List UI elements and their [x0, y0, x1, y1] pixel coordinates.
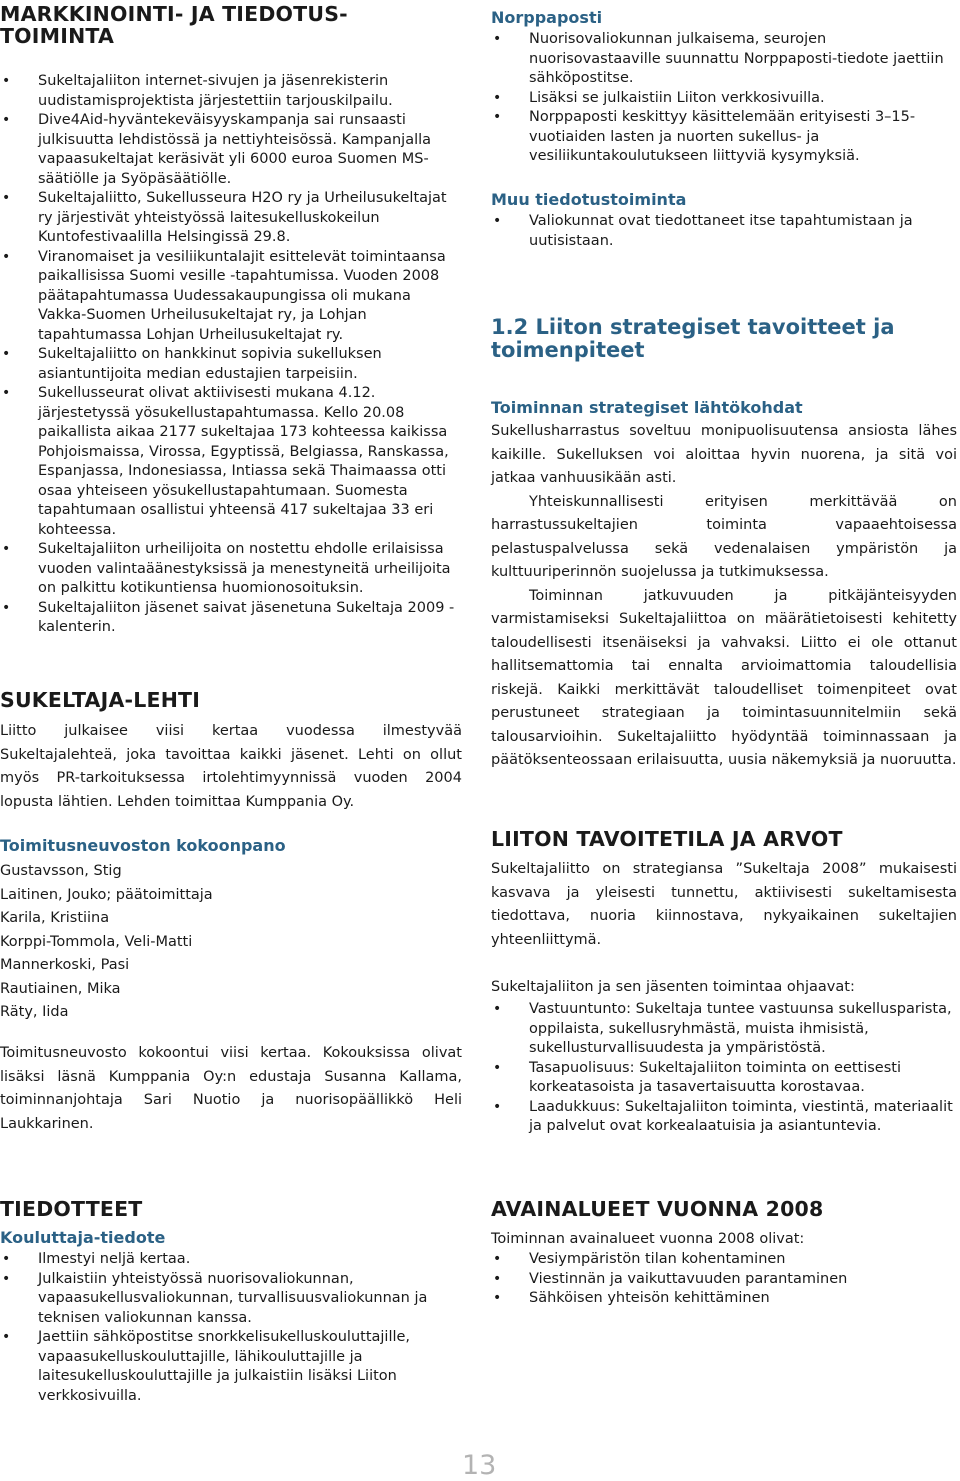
list-item: • Sukeltajaliiton jäsenet saivat jäsenetuna Sukeltaja 2009 -kalenterin.	[0, 599, 462, 638]
avainalueet-heading: AVAINALUEET VUONNA 2008	[491, 1197, 824, 1221]
muu-heading: Muu tiedotustoiminta	[491, 190, 687, 209]
list-item: • Jaettiin sähköpostitse snorkkelisukelluskouluttajille, vapaasukelluskouluttajille, lähikouluttajille ja laitesukelluskouluttajille ja julkaistiin lisäksi Liiton verkkosivuilla.	[0, 1328, 462, 1406]
avainalueet-intro: Toiminnan avainalueet vuonna 2008 olivat:	[491, 1231, 805, 1247]
list-item: • Sukellusseurat olivat aktiivisesti mukana 4.12. järjestetyssä yösukellustapahtumassa. Kello 20.08 paikallista aikaa 2177 sukeltajaa 173 kohteessa kaikissa Pohjoismaissa, Virossa, Egyptissä, Belgiassa, Ranskassa, Espanjassa, Indonesiassa, Intiassa sekä Thaimaassa otti osaa yhteiseen yösukellustapahtumaan. Suomesta tapahtumaan osallistui yhteensä 417 sukeltajaa 33 eri kohteessa.	[0, 384, 462, 540]
list-item: • Dive4Aid-hyväntekeväisyyskampanja sai runsaasti julkisuutta lehdistössä ja nettiyhteisössä. Kampanjalla vapaasukeltajat keräsivät yli 6000 euroa Suomen MS-säätiölle ja Syöpäsäätiölle.	[0, 111, 462, 189]
list-item: • Vastuuntunto: Sukeltaja tuntee vastuunsa sukellusparista, oppilaista, sukellusryhmästä, muista ihmisistä, sukellusturvallisuudesta ja ympäristöstä.	[491, 1000, 957, 1059]
list-item: • Sukeltajaliiton internet-sivujen ja jäsenrekisterin uudistamisprojektista järjestettiin tarjouskilpailu.	[0, 72, 462, 111]
values-list	[491, 1000, 957, 1137]
board-member: Karila, Kristiina	[0, 910, 110, 926]
list-item: • Sukeltajaliitto on hankkinut sopivia sukelluksen asiantuntijoita median edustajien tarpeisiin.	[0, 345, 462, 384]
page-number: 13	[462, 1450, 497, 1481]
paragraph: Sukellusharrastus soveltuu monipuolisuutensa ansiosta lähes kaikille. Sukelluksen voi aloittaa hyvin nuorena, ja sitä voi jatkaa vanhuusikään asti.	[491, 423, 957, 486]
list-item: • Valiokunnat ovat tiedottaneet itse tapahtumistaan ja uutisistaan.	[491, 212, 957, 251]
marketing-list	[0, 72, 462, 638]
list-item: • Tasapuolisuus: Sukeltajaliiton toiminta on eettisesti korkeatasoista ja tasavertaisuutta korostavaa.	[491, 1059, 957, 1098]
paragraph: Toiminnan jatkuvuuden ja pitkäjänteisyyden varmistamiseksi Sukeltajaliittoa on määrätietoisesti kehitetty taloudellisesti itsenäiseksi ja vahvaksi. Liitto ei ole ottanut hallitsemattomia tai ennalta arvioimattomia taloudellisia riskejä. Kaikki merkittävät taloudelliset toimenpiteet ovat perustuneet strategiaan ja toimintasuunnitelmiin sekä talousarvioihin. Sukeltajaliitto hyödyntää toiminnassaan ja päätöksenteossaan erilaisuutta, uusia näkemyksiä ja nuoruutta.	[491, 587, 957, 768]
board-member: Mannerkoski, Pasi	[0, 957, 130, 973]
list-item: • Julkaistiin yhteistyössä nuorisovaliokunnan, vapaasukellusvaliokunnan, turvallisuusvaliokunnan ja teknisen valiokunnan kanssa.	[0, 1270, 462, 1329]
list-item: • Nuorisovaliokunnan julkaisema, seurojen nuorisovastaaville suunnattu Norppaposti-tiedote jaettiin sähköpostitse.	[491, 30, 957, 89]
list-item: • Viestinnän ja vaikuttavuuden parantaminen	[491, 1270, 957, 1290]
list-item: • Norppaposti keskittyy käsittelemään erityisesti 3–15-vuotiaiden lasten ja nuorten sukellus- ja vesiliikuntakoulutukseen liittyviä kysymyksiä.	[491, 108, 957, 167]
board-heading: Toimitusneuvoston kokoonpano	[0, 836, 286, 855]
list-item: • Sähköisen yhteisön kehittäminen	[491, 1289, 957, 1309]
board-member: Laitinen, Jouko; päätoimittaja	[0, 886, 213, 903]
lehti-heading: SUKELTAJA-LEHTI	[0, 688, 201, 712]
paragraph: Yhteiskunnallisesti erityisen merkittävää on harrastussukeltajien toiminta vapaaehtoisessa pelastuspalvelussa sekä vedenalaisen ympäristön ja kulttuuriperinnön suojelussa ja tutkimuksessa.	[491, 493, 957, 580]
lehti-paragraph: Liitto julkaisee viisi kertaa vuodessa ilmestyvää Sukeltajalehteä, joka tavoittaa kaikki jäsenet. Lehti on ollut myös PR-tarkoituksessa irtolehtimyynnissä vuoden 2004 lopusta lähtien. Lehden toimittaa Kumppania Oy.	[0, 723, 462, 810]
norppa-heading: Norppaposti	[491, 8, 603, 27]
lahtokohdat-body	[491, 420, 957, 773]
kouluttaja-list	[0, 1250, 462, 1406]
tavoitetila-paragraph: Sukeltajaliitto on strategiansa ”Sukeltaja 2008” mukaisesti kasvava ja yleisesti tunnettu, aktiivisesti sukeltamisesta tiedottava, nuoria kiinnostava, nykyaikainen sukeltajien yhteenliittymä.	[491, 861, 957, 948]
list-item: • Vesiympäristön tilan kohentaminen	[491, 1250, 957, 1270]
board-member: Räty, Iida	[0, 1004, 69, 1020]
board-member: Gustavsson, Stig	[0, 863, 122, 879]
list-item: • Lisäksi se julkaistiin Liiton verkkosivuilla.	[491, 89, 957, 109]
list-item: • Laadukkuus: Sukeltajaliiton toiminta, viestintä, materiaalit ja palvelut ovat korkealaatuisia ja asiantuntevia.	[491, 1098, 957, 1137]
list-item: • Sukeltajaliitto, Sukellusseura H2O ry ja Urheilusukeltajat ry järjestivät yhteistyössä laitesukelluskokeilun Kuntofestivaalilla Helsingissä 29.8.	[0, 189, 462, 248]
norppa-list	[491, 30, 957, 167]
tiedotteet-heading: TIEDOTTEET	[0, 1197, 143, 1221]
marketing-heading: MARKKINOINTI- JA TIEDOTUS-TOIMINTA	[0, 2, 348, 48]
list-item: • Viranomaiset ja vesiliikuntalajit esittelevät toimintaansa paikallisissa Suomi vesille -tapahtumissa. Vuoden 2008 päätapahtumassa Uudessakaupungissa oli mukana Vakka-Suomen Urheilusukeltajat ry, ja Lohjan tapahtumassa Lohjan Urheilusukeltajat ry.	[0, 248, 462, 346]
board-paragraph: Toimitusneuvosto kokoontui viisi kertaa. Kokouksissa olivat lisäksi läsnä Kumppania Oy:n edustaja Susanna Kallama, toiminnanjohtaja Sari Nuotio ja nuorisopäällikkö Heli Laukkarinen.	[0, 1045, 462, 1132]
board-member: Korppi-Tommola, Veli-Matti	[0, 933, 193, 950]
board-members	[0, 860, 462, 1025]
muu-list	[491, 212, 957, 251]
kouluttaja-heading: Kouluttaja-tiedote	[0, 1228, 166, 1247]
lahtokohdat-heading: Toiminnan strategiset lähtökohdat	[491, 398, 803, 417]
tavoitetila-heading: LIITON TAVOITETILA JA ARVOT	[491, 827, 843, 851]
values-intro: Sukeltajaliiton ja sen jäsenten toimintaa ohjaavat:	[491, 979, 855, 995]
board-member: Rautiainen, Mika	[0, 980, 121, 997]
avainalueet-list	[491, 1250, 957, 1309]
list-item: • Ilmestyi neljä kertaa.	[0, 1250, 462, 1270]
strategy-heading: 1.2 Liiton strategiset tavoitteet ja toimenpiteet	[491, 315, 895, 362]
list-item: • Sukeltajaliiton urheilijoita on nostettu ehdolle erilaisissa vuoden valintaäänestyksissä ja menestyneitä urheilijoita on palkittu kotikuntiensa huomionosoituksin.	[0, 540, 462, 599]
